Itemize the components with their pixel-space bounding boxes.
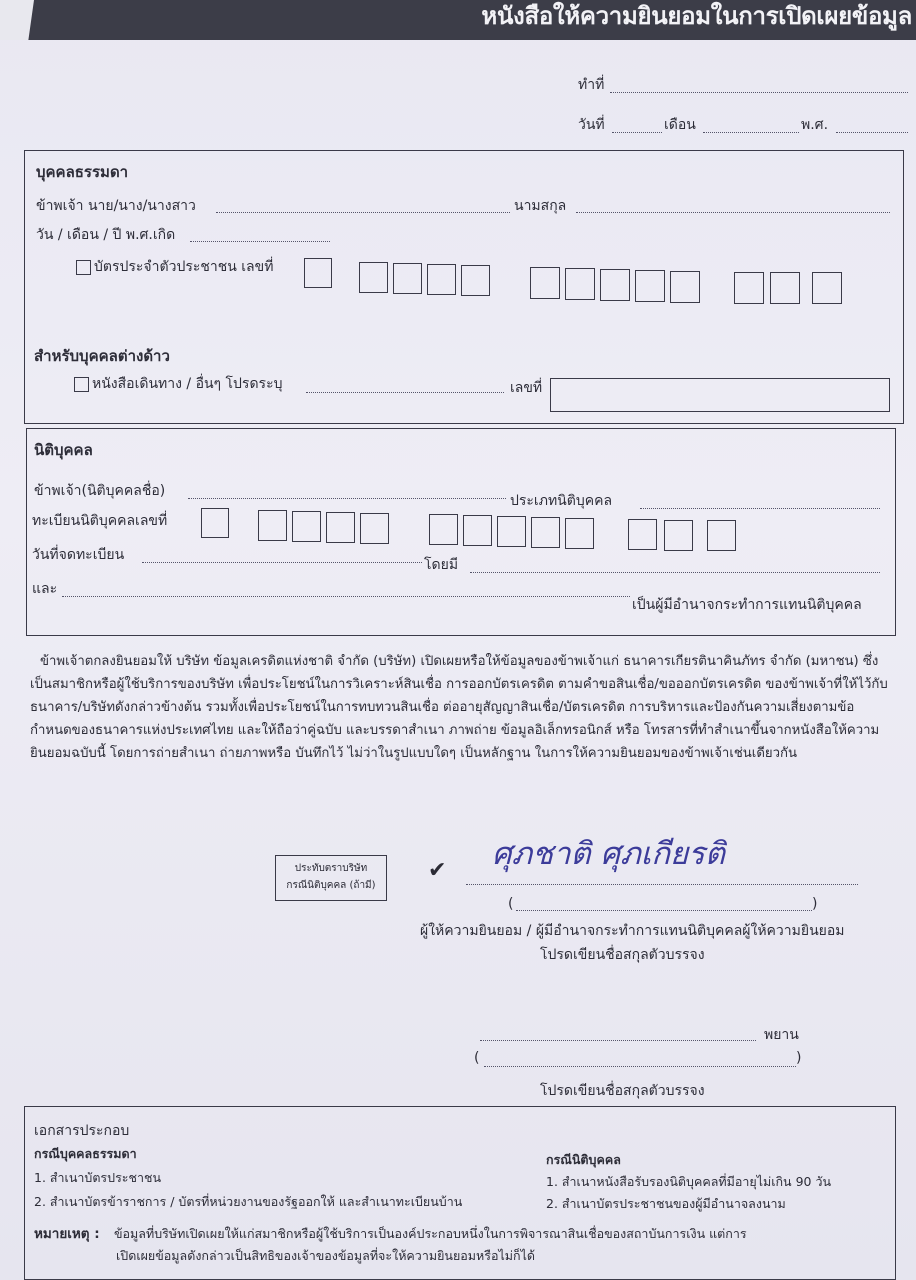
- id-digit-box[interactable]: [670, 271, 700, 303]
- month-field[interactable]: [703, 132, 799, 133]
- id-digit-box[interactable]: [635, 270, 665, 302]
- dob-label: วัน / เดือน / ปี พ.ศ.เกิด: [36, 227, 176, 243]
- reg-digit-box[interactable]: [664, 520, 693, 551]
- foreigner-heading: สำหรับบุคคลต่างด้าว: [34, 347, 170, 365]
- passport-label: หนังสือเดินทาง / อื่นๆ โปรดระบุ: [92, 376, 283, 392]
- id-card-label: บัตรประจำตัวประชาชน เลขที่: [94, 259, 274, 275]
- reg-digit-box[interactable]: [463, 515, 492, 546]
- page-corner: [0, 0, 34, 40]
- juristic-name-field[interactable]: [188, 498, 506, 499]
- individual-docs-heading: กรณีบุคคลธรรมดา: [34, 1146, 137, 1161]
- reg-digit-box[interactable]: [326, 512, 355, 543]
- year-label: พ.ศ.: [801, 117, 829, 133]
- consent-paragraph: ข้าพเจ้าตกลงยินยอมให้ บริษัท ข้อมูลเครดิตแห่งชาติ จำกัด (บริษัท) เปิดเผยหรือให้ข้อมูลของข้าพเจ้าแก่ ธนาคารเกียรตินาคินภัทร จำกัด (มหาชน) ซึ่งเป็นสมาชิกหรือผู้ใช้บริการของบริษัท เพื่อประโยชน์ในการวิเคราะห์สินเชื่อ การออกบัตรเครดิต ตามคำขอสินเชื่อ/ขอออกบัตรเครดิต ของข้าพเจ้าที่ให้ไว้กับธนาคาร/บริษัทดังกล่าวข้างต้น รวมทั้งเพื่อประโยชน์ในการทบทวนสินเชื่อ ต่ออายุสัญญาสินเชื่อ/บัตรเครดิต การบริหารและป้องกันความเสี่ยงตามข้อกำหนดของธนาคารแห่งประเทศไทย และให้ถือว่าคู่ฉบับ และบรรดาสำเนา ภาพถ่าย ข้อมูลอิเล็กทรอนิกส์ หรือ โทรสารที่ทำสำเนาขึ้นจากหนังสือให้ความยินยอมฉบับนี้ โดยการถ่ายสำเนา ถ่ายภาพหรือ บันทึกไว้ ไม่ว่าในรูปแบบใดๆ เป็นหลักฐาน ในการให้ความยินยอมของข้าพเจ้าเช่นเดียวกัน: [30, 654, 888, 761]
- day-field[interactable]: [612, 132, 662, 133]
- name-field[interactable]: [216, 212, 510, 213]
- id-digit-box[interactable]: [461, 265, 490, 296]
- witness-paren-close: ): [796, 1050, 802, 1066]
- passport-number-field[interactable]: [550, 378, 890, 412]
- passport-number-label: เลขที่: [510, 380, 543, 396]
- juristic-heading: นิติบุคคล: [34, 441, 93, 459]
- juristic-docs-heading: กรณีนิติบุคคล: [546, 1152, 621, 1167]
- signature-paren-open: (: [508, 896, 514, 912]
- id-digit-box[interactable]: [770, 272, 800, 304]
- reg-date-field[interactable]: [142, 562, 422, 563]
- note-text-1: ข้อมูลที่บริษัทเปิดเผยให้แก่สมาชิกหรือผู้ใช้บริการเป็นองค์ประกอบหนึ่งในการพิจารณาสินเชื่อของสถาบันการเงิน แต่การ: [114, 1226, 747, 1241]
- reg-digit-box[interactable]: [292, 511, 321, 542]
- signer-printed-name-field[interactable]: [516, 910, 812, 911]
- id-digit-box[interactable]: [812, 272, 842, 304]
- signature-line[interactable]: [466, 884, 858, 885]
- reg-digit-box[interactable]: [429, 514, 458, 545]
- witness-label: พยาน: [764, 1027, 799, 1043]
- reg-date-label: วันที่จดทะเบียน: [32, 547, 125, 563]
- year-field[interactable]: [836, 132, 908, 133]
- month-label: เดือน: [664, 117, 696, 133]
- authorized-person-field[interactable]: [470, 572, 880, 573]
- id-digit-box[interactable]: [359, 262, 388, 293]
- id-digit-box[interactable]: [304, 258, 332, 288]
- surname-label: นามสกุล: [514, 198, 567, 214]
- id-digit-box[interactable]: [600, 269, 630, 301]
- reg-digit-box[interactable]: [565, 518, 594, 549]
- id-digit-box[interactable]: [393, 263, 422, 294]
- reg-digit-box[interactable]: [360, 513, 389, 544]
- juristic-doc-1: 1. สำเนาหนังสือรับรองนิติบุคคลที่มีอายุไม่เกิน 90 วัน: [546, 1174, 832, 1189]
- juristic-name-label: ข้าพเจ้า(นิติบุคคลชื่อ): [34, 483, 166, 499]
- dob-field[interactable]: [190, 241, 330, 242]
- stamp-line-1: ประทับตราบริษัท: [294, 863, 368, 874]
- date-label: วันที่: [578, 117, 605, 133]
- id-digit-box[interactable]: [427, 264, 456, 295]
- reg-number-label: ทะเบียนนิติบุคคลเลขที่: [32, 513, 168, 529]
- authorized-label: เป็นผู้มีอำนาจกระทำการแทนนิติบุคคล: [632, 597, 862, 613]
- id-digit-box[interactable]: [565, 268, 595, 300]
- note-label: หมายเหตุ :: [34, 1226, 100, 1242]
- form-title: หนังสือให้ความยินยอมในการเปิดเผยข้อมูล: [481, 2, 912, 30]
- handwritten-signature: ศุภชาติ ศุภเกียรติ: [492, 836, 725, 872]
- id-digit-box[interactable]: [734, 272, 764, 304]
- witness-name-field[interactable]: [484, 1066, 796, 1067]
- witness-paren-open: (: [474, 1050, 480, 1066]
- place-label: ทำที่: [578, 77, 605, 93]
- reg-digit-box[interactable]: [707, 520, 736, 551]
- witness-signature-line[interactable]: [480, 1040, 756, 1041]
- signer-name-instruction: โปรดเขียนชื่อสกุลตัวบรรจง: [540, 947, 705, 963]
- signature-paren-close: ): [812, 896, 818, 912]
- surname-field[interactable]: [576, 212, 890, 213]
- reg-digit-box[interactable]: [628, 519, 657, 550]
- signer-caption: ผู้ให้ความยินยอม / ผู้มีอำนาจกระทำการแทนนิติบุคคลผู้ให้ความยินยอม: [420, 923, 845, 939]
- individual-doc-1: 1. สำเนาบัตรประชาชน: [34, 1170, 162, 1185]
- passport-checkbox[interactable]: [74, 377, 89, 392]
- documents-heading: เอกสารประกอบ: [34, 1123, 130, 1139]
- id-digit-box[interactable]: [530, 267, 560, 299]
- reg-digit-box[interactable]: [531, 517, 560, 548]
- individual-heading: บุคคลธรรมดา: [36, 163, 129, 181]
- juristic-type-label: ประเภทนิติบุคคล: [510, 493, 613, 509]
- by-label: โดยมี: [424, 557, 459, 573]
- juristic-doc-2: 2. สำเนาบัตรประชาชนของผู้มีอำนาจลงนาม: [546, 1196, 786, 1211]
- company-stamp-box: [275, 855, 387, 901]
- individual-doc-2: 2. สำเนาบัตรข้าราชการ / บัตรที่หน่วยงานของรัฐออกให้ และสำเนาทะเบียนบ้าน: [34, 1194, 463, 1209]
- reg-digit-box[interactable]: [258, 510, 287, 541]
- place-field[interactable]: [610, 92, 908, 93]
- witness-name-instruction: โปรดเขียนชื่อสกุลตัวบรรจง: [540, 1083, 705, 1099]
- check-mark-icon: ✔: [428, 858, 447, 883]
- name-label: ข้าพเจ้า นาย/นาง/นางสาว: [36, 198, 196, 214]
- reg-digit-box[interactable]: [201, 508, 229, 538]
- note-text-2: เปิดเผยข้อมูลดังกล่าวเป็นสิทธิของเจ้าของข้อมูลที่จะให้ความยินยอมหรือไม่ก็ได้: [116, 1248, 535, 1263]
- second-authorized-field[interactable]: [62, 596, 630, 597]
- stamp-line-2: กรณีนิติบุคคล (ถ้ามี): [286, 880, 376, 891]
- passport-type-field[interactable]: [306, 392, 504, 393]
- juristic-type-field[interactable]: [640, 508, 880, 509]
- id-card-checkbox[interactable]: [76, 260, 91, 275]
- and-label: และ: [32, 581, 58, 597]
- reg-digit-box[interactable]: [497, 516, 526, 547]
